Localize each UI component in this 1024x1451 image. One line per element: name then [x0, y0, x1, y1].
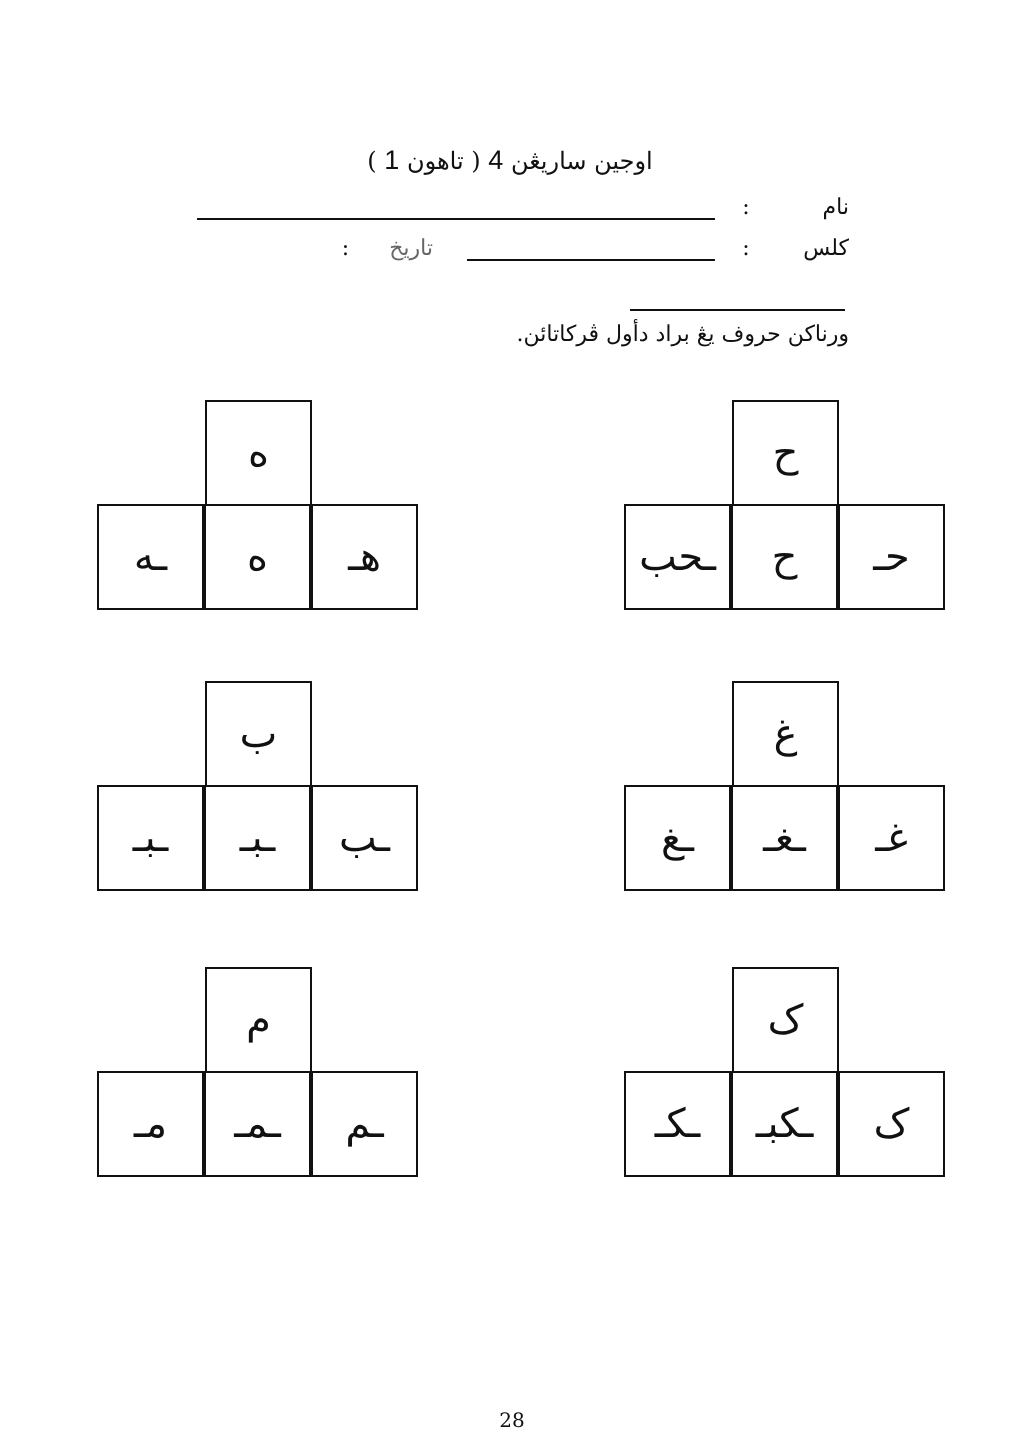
name-field-row	[197, 195, 849, 220]
puzzle-bottom-cell[interactable]: ـم	[311, 1071, 418, 1177]
puzzle-bottom-cell[interactable]: ه	[204, 504, 311, 610]
puzzle-bottom-cell[interactable]: ـكبـ	[731, 1071, 838, 1177]
page-number: 28	[499, 1408, 525, 1432]
puzzle-top-cell: م	[205, 967, 312, 1073]
title-number: 4	[488, 145, 504, 175]
puzzle-bottom-cell[interactable]: ـكـ	[624, 1071, 731, 1177]
puzzle-bottom-cell[interactable]: مـ	[97, 1071, 204, 1177]
worksheet-title	[300, 145, 720, 176]
instruction-text: ورناكن حروف يڠ براد دأول ڤركاتائن.	[516, 322, 849, 347]
puzzle-top-cell: ح	[732, 400, 839, 506]
class-label: كلس	[803, 236, 849, 261]
subtitle-text: تاهون	[406, 147, 464, 175]
puzzle-bottom-cell[interactable]: ح	[731, 504, 838, 610]
puzzle-bottom-cell[interactable]: ـه	[97, 504, 204, 610]
puzzle-bottom-cell[interactable]: ـبـ	[97, 785, 204, 891]
puzzle-bottom-cell[interactable]: ـبـ	[204, 785, 311, 891]
puzzle-bottom-cell[interactable]: حـ	[838, 504, 945, 610]
subtitle-number: 1	[384, 145, 400, 175]
puzzle-bottom-cell[interactable]: هـ	[311, 504, 418, 610]
puzzle-bottom-cell[interactable]: ـب	[311, 785, 418, 891]
puzzle-bottom-cell[interactable]: ک	[838, 1071, 945, 1177]
class-blank-line[interactable]	[467, 239, 715, 261]
puzzle-bottom-cell[interactable]: ـغـ	[731, 785, 838, 891]
name-blank-line[interactable]	[197, 198, 715, 220]
subtitle-open-paren: (	[471, 147, 481, 175]
puzzle-top-cell: ب	[205, 681, 312, 787]
puzzle-top-cell: ه	[205, 400, 312, 506]
letter-puzzle-haa	[97, 400, 421, 612]
date-label: تاريخ	[389, 236, 433, 261]
letter-puzzle-ha	[624, 400, 948, 612]
puzzle-bottom-cell[interactable]: ـحب	[624, 504, 731, 610]
letter-puzzle-ba	[97, 681, 421, 893]
class-colon: :	[742, 236, 750, 261]
letter-puzzle-ghain	[624, 681, 948, 893]
puzzle-bottom-cell[interactable]: ـغ	[624, 785, 731, 891]
class-field-row	[342, 236, 849, 261]
name-colon: :	[742, 195, 750, 220]
subtitle-close-paren: )	[367, 147, 377, 175]
puzzle-bottom-cell[interactable]: غـ	[838, 785, 945, 891]
date-colon: :	[341, 236, 350, 261]
title-text: اوجين ساريڠن	[510, 147, 653, 175]
letter-puzzle-mim	[97, 967, 421, 1179]
name-label: نام	[822, 195, 849, 220]
letter-puzzle-kaf	[624, 967, 948, 1179]
puzzle-bottom-cell[interactable]: ـمـ	[204, 1071, 311, 1177]
puzzle-top-cell: غ	[732, 681, 839, 787]
puzzle-top-cell: ک	[732, 967, 839, 1073]
instruction-divider	[630, 309, 845, 311]
